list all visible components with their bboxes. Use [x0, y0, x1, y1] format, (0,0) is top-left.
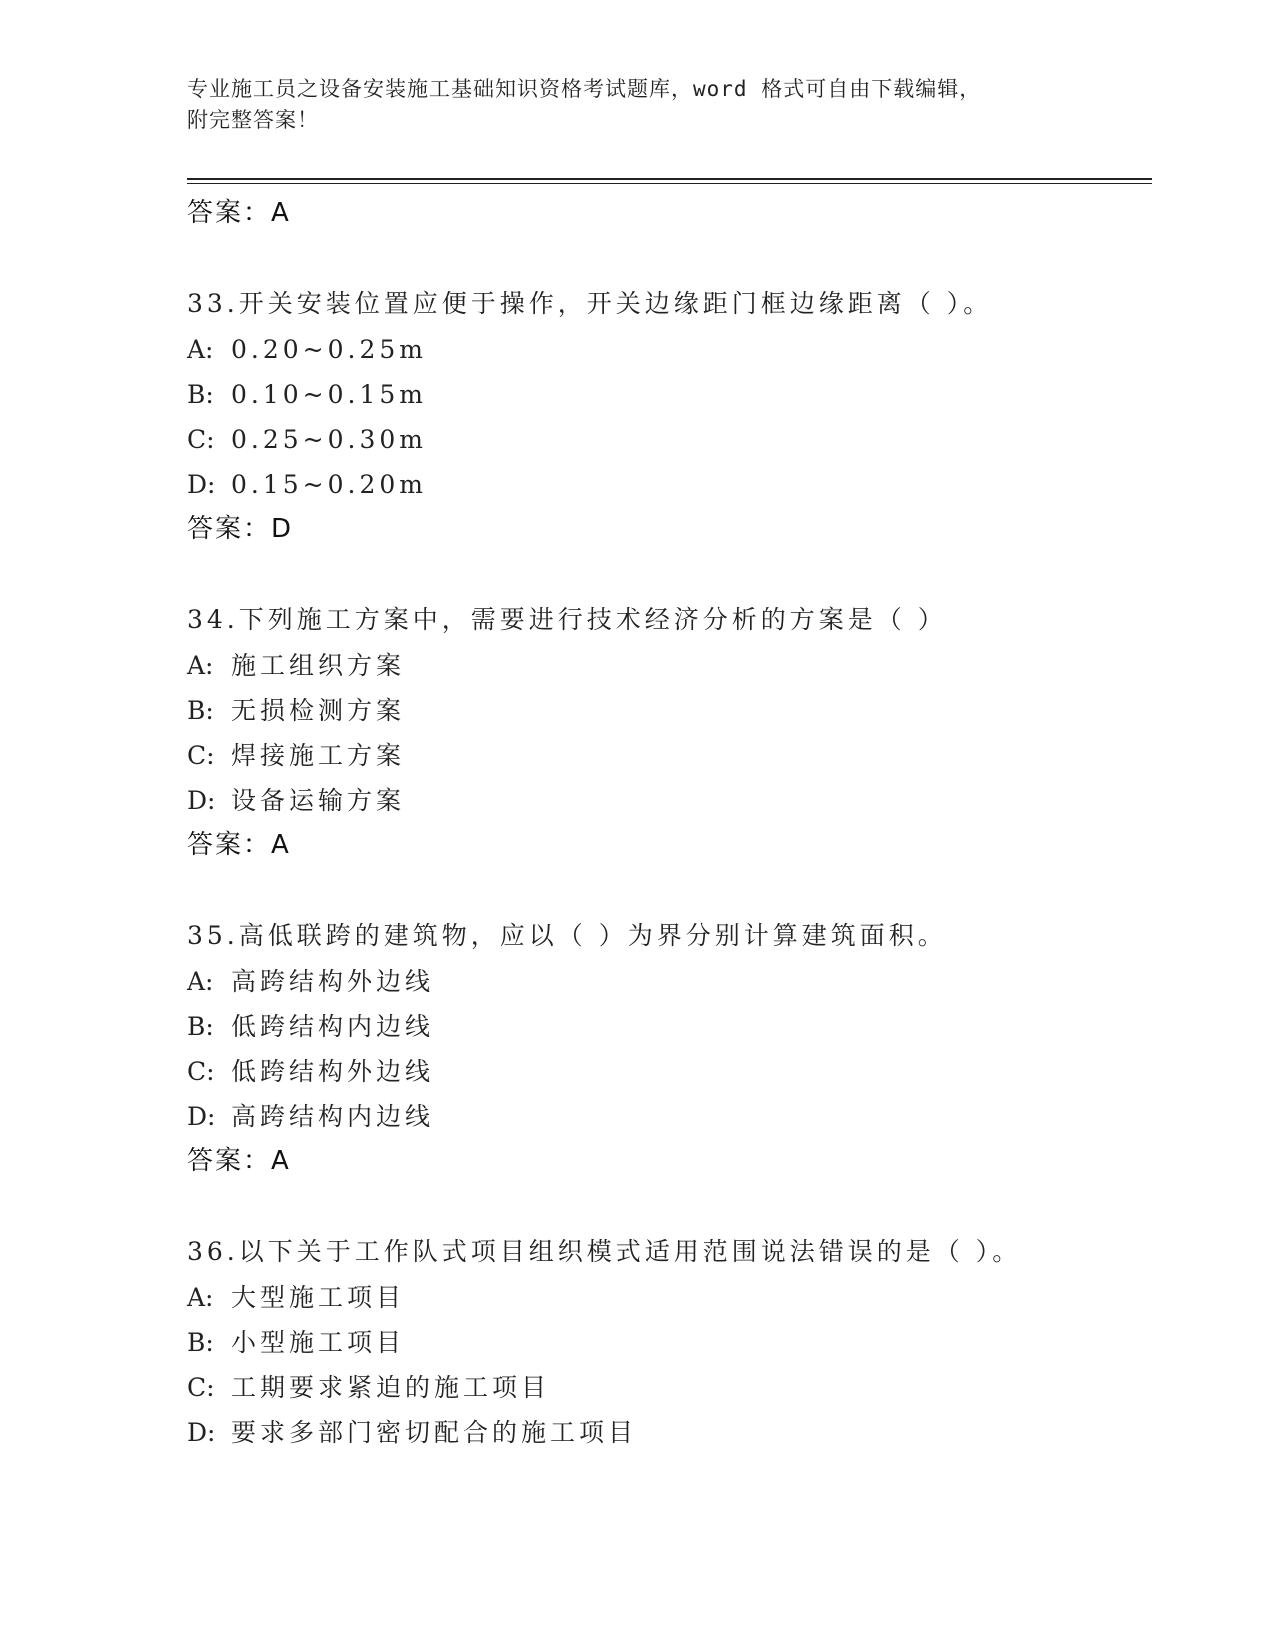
option-label: D:	[187, 786, 216, 815]
option-a	[187, 647, 1147, 685]
question-list	[187, 195, 1147, 1506]
option-label: D:	[187, 1102, 216, 1131]
question-35	[187, 917, 1147, 1179]
previous-answer: 答案：A	[187, 198, 291, 228]
option-label: D:	[187, 470, 216, 499]
option-text: 0.25~0.30m	[231, 425, 427, 454]
question-33	[187, 285, 1147, 547]
option-text: 0.15~0.20m	[231, 470, 427, 499]
option-label: B:	[187, 380, 214, 409]
question-36	[187, 1233, 1147, 1452]
option-a	[187, 331, 1147, 369]
question-text: 33.开关安装位置应便于操作，开关边缘距门框边缘距离（ ）。	[187, 289, 993, 318]
option-text: 要求多部门密切配合的施工项目	[231, 1418, 638, 1447]
option-label: A:	[187, 1283, 214, 1312]
option-label: C:	[187, 425, 215, 454]
answer-line: 答案：A	[187, 830, 291, 860]
option-label: A:	[187, 335, 214, 364]
option-d	[187, 1414, 1147, 1452]
option-text: 无损检测方案	[231, 696, 406, 725]
document-header	[187, 74, 1087, 136]
option-label: C:	[187, 1373, 215, 1402]
option-label: C:	[187, 1057, 215, 1086]
question-text: 36.以下关于工作队式项目组织模式适用范围说法错误的是（ ）。	[187, 1237, 1022, 1266]
option-text: 工期要求紧迫的施工项目	[231, 1373, 551, 1402]
option-text: 低跨结构内边线	[231, 1012, 435, 1041]
option-c	[187, 1053, 1147, 1091]
option-text: 0.20~0.25m	[231, 335, 427, 364]
answer-line: 答案：D	[187, 514, 294, 544]
option-b	[187, 1008, 1147, 1046]
option-d	[187, 466, 1147, 504]
option-text: 施工组织方案	[231, 651, 406, 680]
option-b	[187, 1324, 1147, 1362]
answer-line: 答案：A	[187, 1146, 291, 1176]
header-rule-thin	[187, 183, 1152, 184]
option-d	[187, 1098, 1147, 1136]
option-text: 大型施工项目	[231, 1283, 406, 1312]
option-label: C:	[187, 741, 215, 770]
option-label: A:	[187, 651, 214, 680]
option-d	[187, 782, 1147, 820]
option-text: 焊接施工方案	[231, 741, 406, 770]
question-34	[187, 601, 1147, 863]
option-b	[187, 692, 1147, 730]
option-c	[187, 1369, 1147, 1407]
question-text: 34.下列施工方案中，需要进行技术经济分析的方案是（ ）	[187, 605, 947, 634]
option-c	[187, 737, 1147, 775]
question-text: 35.高低联跨的建筑物，应以（ ）为界分别计算建筑面积。	[187, 921, 947, 950]
option-a	[187, 1279, 1147, 1317]
option-text: 设备运输方案	[231, 786, 406, 815]
option-a	[187, 963, 1147, 1001]
option-label: A:	[187, 967, 214, 996]
option-text: 高跨结构外边线	[231, 967, 435, 996]
option-label: B:	[187, 1012, 214, 1041]
option-text: 高跨结构内边线	[231, 1102, 435, 1131]
option-label: B:	[187, 696, 214, 725]
option-text: 0.10~0.15m	[231, 380, 427, 409]
option-text: 低跨结构外边线	[231, 1057, 435, 1086]
header-line-2: 附完整答案！	[187, 108, 319, 132]
option-b	[187, 376, 1147, 414]
header-rule-thick	[187, 178, 1152, 180]
option-label: B:	[187, 1328, 214, 1357]
option-text: 小型施工项目	[231, 1328, 406, 1357]
header-line-1: 专业施工员之设备安装施工基础知识资格考试题库，word 格式可自由下载编辑，	[187, 77, 982, 101]
option-label: D:	[187, 1418, 216, 1447]
option-c	[187, 421, 1147, 459]
